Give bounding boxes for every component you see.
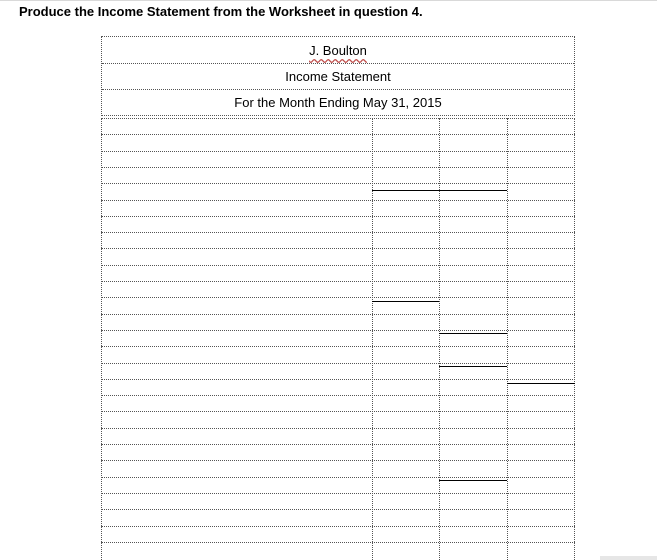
- cell-amount-2[interactable]: [439, 494, 507, 509]
- cell-description[interactable]: [101, 298, 372, 313]
- column-divider: [372, 118, 373, 560]
- cell-amount-1[interactable]: [372, 347, 439, 362]
- cell-description[interactable]: [101, 119, 372, 134]
- cell-amount-1[interactable]: [372, 461, 439, 476]
- cell-description[interactable]: [101, 217, 372, 232]
- statement-row[interactable]: [101, 167, 575, 183]
- cell-amount-3[interactable]: [507, 249, 575, 264]
- statement-row[interactable]: [101, 379, 575, 395]
- cell-amount-2[interactable]: [439, 249, 507, 264]
- total-underline: [439, 480, 507, 481]
- cell-amount-3[interactable]: [507, 510, 575, 525]
- cell-amount-3[interactable]: [507, 266, 575, 281]
- cell-description[interactable]: [101, 249, 372, 264]
- cell-amount-2[interactable]: [439, 347, 507, 362]
- cell-amount-3[interactable]: [507, 445, 575, 460]
- cell-amount-3[interactable]: [507, 527, 575, 542]
- total-underline: [439, 333, 507, 334]
- company-name: J. Boulton: [309, 43, 367, 58]
- cell-description[interactable]: [101, 510, 372, 525]
- cell-amount-3[interactable]: [507, 233, 575, 248]
- statement-row[interactable]: [101, 183, 575, 199]
- column-divider: [439, 118, 440, 560]
- cell-description[interactable]: [101, 527, 372, 542]
- cell-amount-1[interactable]: [372, 217, 439, 232]
- income-statement-grid: [101, 118, 575, 560]
- cell-amount-3[interactable]: [507, 429, 575, 444]
- cell-amount-3[interactable]: [507, 135, 575, 150]
- cell-amount-1[interactable]: [372, 315, 439, 330]
- cell-amount-2[interactable]: [439, 282, 507, 297]
- cell-amount-1[interactable]: [372, 168, 439, 183]
- cell-amount-3[interactable]: [507, 543, 575, 558]
- cell-amount-3[interactable]: [507, 478, 575, 493]
- statement-row[interactable]: [101, 248, 575, 264]
- cell-amount-3[interactable]: [507, 364, 575, 379]
- cell-amount-1[interactable]: [372, 396, 439, 411]
- cell-amount-3[interactable]: [507, 201, 575, 216]
- statement-row[interactable]: [101, 542, 575, 558]
- statement-row[interactable]: [101, 200, 575, 216]
- cell-amount-1[interactable]: [372, 266, 439, 281]
- cell-description[interactable]: [101, 494, 372, 509]
- cell-amount-1[interactable]: [372, 527, 439, 542]
- cell-description[interactable]: [101, 266, 372, 281]
- cell-description[interactable]: [101, 233, 372, 248]
- cell-description[interactable]: [101, 315, 372, 330]
- cell-amount-1[interactable]: [372, 233, 439, 248]
- cell-description[interactable]: [101, 364, 372, 379]
- cell-description[interactable]: [101, 461, 372, 476]
- cell-description[interactable]: [101, 152, 372, 167]
- cell-amount-3[interactable]: [507, 331, 575, 346]
- cell-amount-2[interactable]: [439, 266, 507, 281]
- cell-amount-3[interactable]: [507, 315, 575, 330]
- cell-amount-2[interactable]: [439, 201, 507, 216]
- cell-amount-3[interactable]: [507, 494, 575, 509]
- cell-description[interactable]: [101, 429, 372, 444]
- cell-description[interactable]: [101, 168, 372, 183]
- cell-amount-1[interactable]: [372, 478, 439, 493]
- cell-amount-2[interactable]: [439, 298, 507, 313]
- statement-row[interactable]: [101, 314, 575, 330]
- statement-row[interactable]: [101, 509, 575, 525]
- cell-amount-2[interactable]: [439, 119, 507, 134]
- statement-row[interactable]: [101, 297, 575, 313]
- cell-amount-1[interactable]: [372, 412, 439, 427]
- cell-amount-1[interactable]: [372, 249, 439, 264]
- column-divider: [574, 118, 575, 560]
- cell-amount-2[interactable]: [439, 152, 507, 167]
- statement-row[interactable]: [101, 428, 575, 444]
- cell-amount-3[interactable]: [507, 298, 575, 313]
- question-prompt: Produce the Income Statement from the Worksheet in question 4.: [19, 4, 423, 19]
- cell-amount-2[interactable]: [439, 168, 507, 183]
- statement-row[interactable]: [101, 493, 575, 509]
- cell-amount-2[interactable]: [439, 135, 507, 150]
- statement-row[interactable]: [101, 118, 575, 134]
- statement-header: [101, 36, 575, 116]
- cell-amount-1[interactable]: [372, 364, 439, 379]
- company-name-row: [102, 37, 574, 64]
- statement-period: For the Month Ending May 31, 2015: [234, 95, 442, 110]
- cell-amount-3[interactable]: [507, 347, 575, 362]
- total-underline: [439, 366, 507, 367]
- cell-amount-2[interactable]: [439, 527, 507, 542]
- cell-amount-1[interactable]: [372, 184, 439, 199]
- total-underline: [372, 190, 507, 191]
- cell-amount-3[interactable]: [507, 217, 575, 232]
- statement-row[interactable]: [101, 477, 575, 493]
- cell-amount-2[interactable]: [439, 396, 507, 411]
- column-divider: [507, 118, 508, 560]
- statement-row[interactable]: [101, 134, 575, 150]
- scrollbar-stub: [600, 556, 657, 560]
- cell-amount-2[interactable]: [439, 412, 507, 427]
- cell-amount-2[interactable]: [439, 380, 507, 395]
- cell-amount-2[interactable]: [439, 429, 507, 444]
- cell-amount-2[interactable]: [439, 315, 507, 330]
- total-underline: [372, 301, 439, 302]
- cell-amount-3[interactable]: [507, 412, 575, 427]
- cell-description[interactable]: [101, 396, 372, 411]
- cell-amount-3[interactable]: [507, 461, 575, 476]
- cell-description[interactable]: [101, 445, 372, 460]
- statement-row[interactable]: [101, 265, 575, 281]
- cell-amount-1[interactable]: [372, 282, 439, 297]
- cell-amount-1[interactable]: [372, 380, 439, 395]
- statement-row[interactable]: [101, 526, 575, 542]
- statement-row[interactable]: [101, 363, 575, 379]
- statement-title: Income Statement: [285, 69, 391, 84]
- cell-amount-2[interactable]: [439, 445, 507, 460]
- total-underline: [507, 383, 575, 384]
- cell-amount-1[interactable]: [372, 201, 439, 216]
- cell-amount-1[interactable]: [372, 152, 439, 167]
- statement-row[interactable]: [101, 460, 575, 476]
- cell-amount-1[interactable]: [372, 510, 439, 525]
- cell-description[interactable]: [101, 201, 372, 216]
- cell-amount-2[interactable]: [439, 543, 507, 558]
- cell-description[interactable]: [101, 331, 372, 346]
- cell-amount-1[interactable]: [372, 135, 439, 150]
- cell-amount-1[interactable]: [372, 494, 439, 509]
- cell-description[interactable]: [101, 347, 372, 362]
- statement-row[interactable]: [101, 411, 575, 427]
- cell-amount-3[interactable]: [507, 168, 575, 183]
- statement-period-row: [102, 90, 574, 116]
- cell-amount-2[interactable]: [439, 510, 507, 525]
- cell-description[interactable]: [101, 380, 372, 395]
- cell-description[interactable]: [101, 478, 372, 493]
- top-border: [0, 0, 657, 1]
- statement-row[interactable]: [101, 281, 575, 297]
- cell-description[interactable]: [101, 135, 372, 150]
- cell-amount-2[interactable]: [439, 233, 507, 248]
- cell-amount-2[interactable]: [439, 461, 507, 476]
- statement-row[interactable]: [101, 151, 575, 167]
- statement-row[interactable]: [101, 216, 575, 232]
- statement-row[interactable]: [101, 444, 575, 460]
- statement-row[interactable]: [101, 346, 575, 362]
- cell-description[interactable]: [101, 184, 372, 199]
- cell-amount-3[interactable]: [507, 282, 575, 297]
- cell-amount-2[interactable]: [439, 184, 507, 199]
- cell-description[interactable]: [101, 412, 372, 427]
- cell-amount-3[interactable]: [507, 396, 575, 411]
- cell-amount-3[interactable]: [507, 119, 575, 134]
- cell-amount-1[interactable]: [372, 429, 439, 444]
- statement-row[interactable]: [101, 232, 575, 248]
- cell-amount-2[interactable]: [439, 217, 507, 232]
- column-divider: [101, 118, 102, 560]
- cell-amount-1[interactable]: [372, 119, 439, 134]
- cell-amount-1[interactable]: [372, 331, 439, 346]
- cell-amount-1[interactable]: [372, 543, 439, 558]
- cell-amount-3[interactable]: [507, 184, 575, 199]
- cell-amount-3[interactable]: [507, 152, 575, 167]
- cell-description[interactable]: [101, 543, 372, 558]
- statement-row[interactable]: [101, 395, 575, 411]
- cell-description[interactable]: [101, 282, 372, 297]
- statement-title-row: [102, 64, 574, 90]
- cell-amount-1[interactable]: [372, 445, 439, 460]
